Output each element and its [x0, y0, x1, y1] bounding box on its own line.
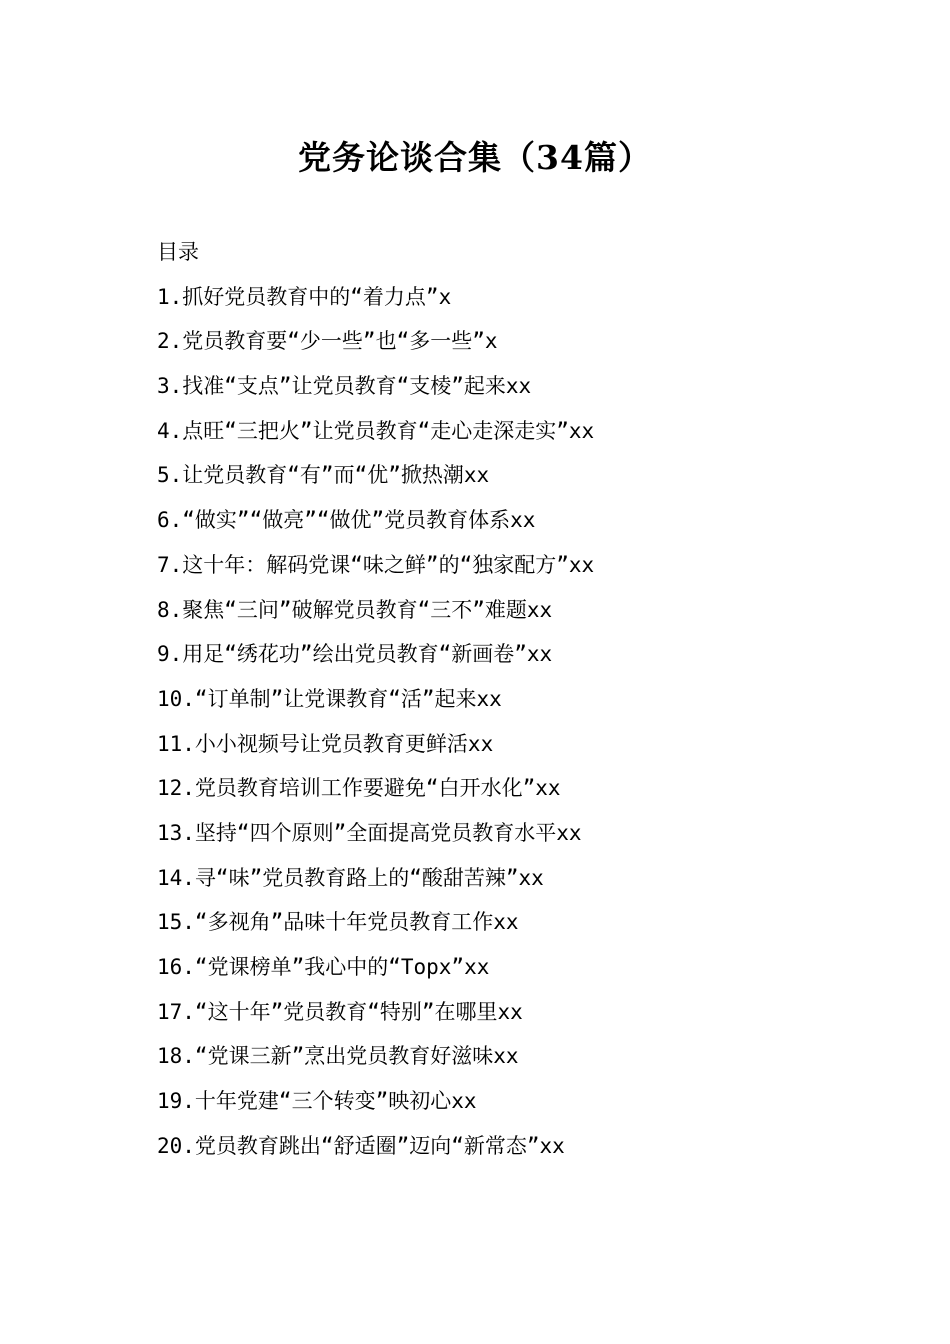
- toc-item: 7.这十年：解码党课“味之鲜”的“独家配方”xx: [157, 552, 595, 577]
- toc-item: 13.坚持“四个原则”全面提高党员教育水平xx: [157, 820, 582, 845]
- toc-item: 15.“多视角”品味十年党员教育工作xx: [157, 910, 519, 935]
- toc-item: 2.党员教育要“少一些”也“多一些”x: [157, 329, 498, 354]
- toc-item: 9.用足“绣花功”绘出党员教育“新画卷”xx: [157, 642, 553, 667]
- toc-heading: 目录: [157, 240, 199, 264]
- toc-item: 6.“做实”“做亮”“做优”党员教育体系xx: [157, 508, 536, 533]
- toc-item: 4.点旺“三把火”让党员教育“走心走深走实”xx: [157, 418, 595, 443]
- toc-item: 3.找准“支点”让党员教育“支棱”起来xx: [157, 374, 532, 399]
- toc-item: 16.“党课榜单”我心中的“Topx”xx: [157, 955, 490, 979]
- toc-item: 20.党员教育跳出“舒适圈”迈向“新常态”xx: [157, 1133, 565, 1158]
- toc-item: 19.十年党建“三个转变”映初心xx: [157, 1089, 477, 1114]
- toc-item: 8.聚焦“三问”破解党员教育“三不”难题xx: [157, 597, 553, 622]
- toc-item: 18.“党课三新”烹出党员教育好滋味xx: [157, 1044, 519, 1069]
- toc-item: 5.让党员教育“有”而“优”掀热潮xx: [157, 463, 490, 488]
- toc-list: [157, 275, 877, 1169]
- toc-item: 10.“订单制”让党课教育“活”起来xx: [157, 686, 502, 711]
- table-of-contents: [157, 230, 877, 1168]
- toc-item: 1.抓好党员教育中的“着力点”x: [157, 284, 452, 309]
- toc-item: 14.寻“味”党员教育路上的“酸甜苦辣”xx: [157, 865, 544, 890]
- toc-item: 11.小小视频号让党员教育更鲜活xx: [157, 731, 494, 756]
- toc-item: 17.“这十年”党员教育“特别”在哪里xx: [157, 999, 523, 1024]
- toc-item: 12.党员教育培训工作要避免“白开水化”xx: [157, 776, 561, 801]
- document-title: 党务论谈合集（34篇）: [298, 138, 652, 177]
